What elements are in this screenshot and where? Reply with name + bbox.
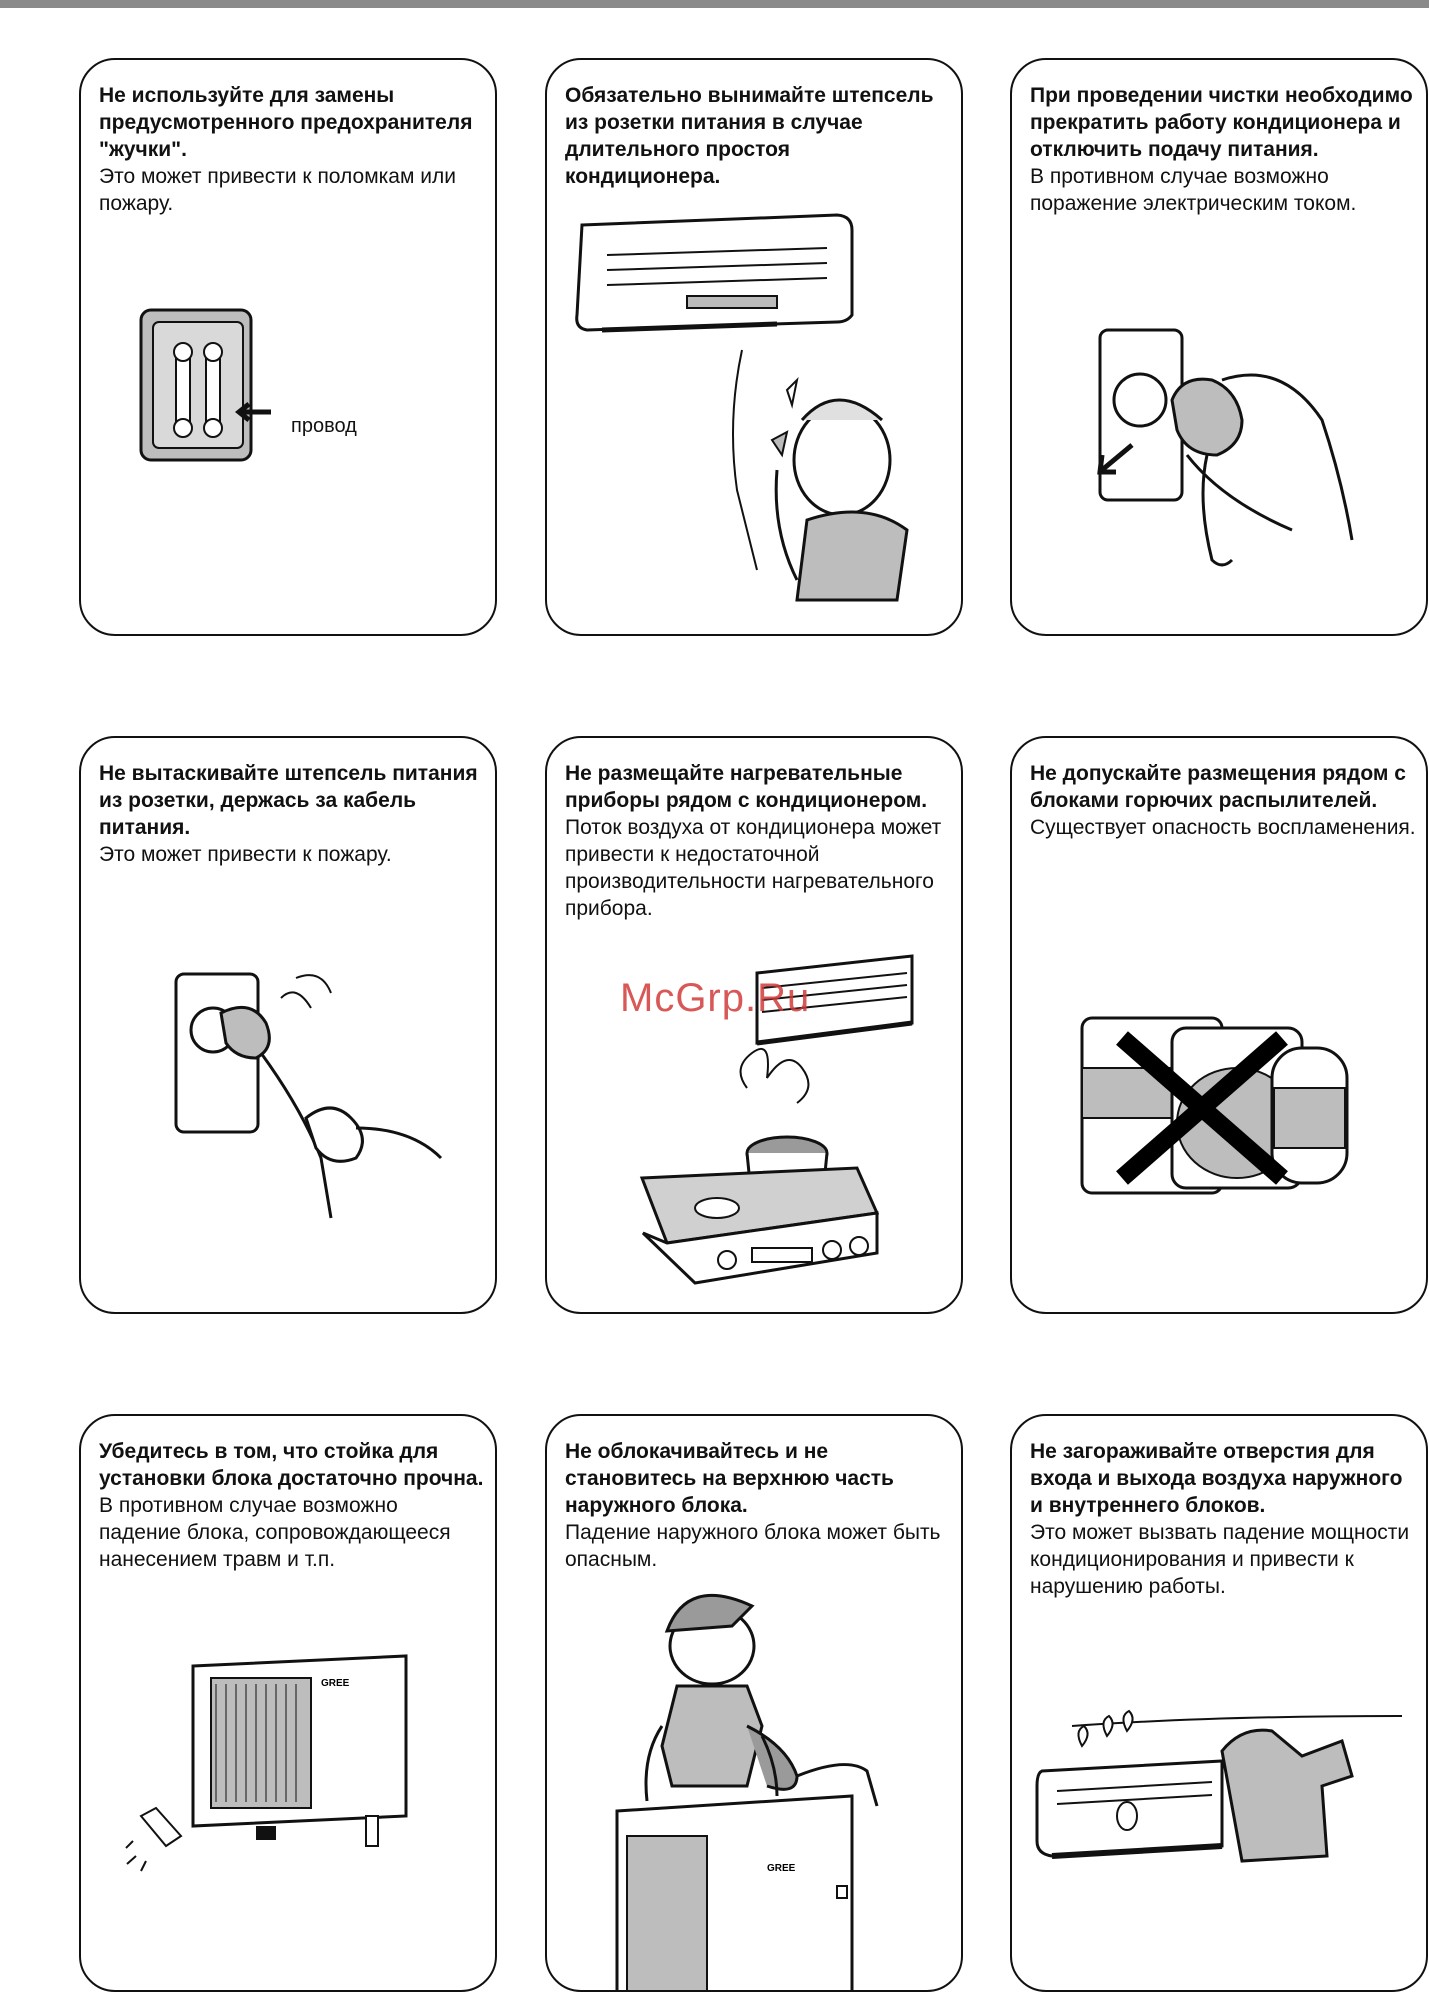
card-description: Поток воздуха от кондиционера может привести к недостаточной производительности нагревательного прибора.	[565, 816, 942, 920]
card-text	[1030, 760, 1416, 841]
card-sturdy-stand	[79, 1414, 497, 1992]
gree-logo: GREE	[321, 1678, 350, 1689]
card-description: Это может привести к пожару.	[99, 843, 392, 866]
card-text	[565, 82, 951, 190]
top-gray-bar	[0, 0, 1429, 8]
card-text	[565, 1438, 951, 1573]
card-pull-plug-cable	[79, 736, 497, 1314]
card-description: Это может привести к поломкам или пожару.	[99, 165, 456, 215]
card-title: Не вытаскивайте штепсель питания из розетки, держась за кабель питания.	[99, 762, 478, 839]
card-title: Обязательно вынимайте штепсель из розетки питания в случае длительного простоя кондиционера.	[565, 84, 934, 188]
watermark: McGrp.Ru	[620, 976, 811, 1020]
card-title: Не используйте для замены предусмотренного предохранителя "жучки".	[99, 84, 473, 161]
card-title: При проведении чистки необходимо прекратить работу кондиционера и отключить подачу питания.	[1030, 84, 1413, 161]
card-text	[99, 82, 485, 217]
card-title: Не загораживайте отверстия для входа и выхода воздуха наружного и внутреннего блоков.	[1030, 1440, 1403, 1517]
card-description: В противном случае возможно падение блока, сопровождающееся нанесением травм и т.п.	[99, 1494, 451, 1571]
card-text	[565, 760, 951, 922]
card-unplug-idle	[545, 58, 963, 636]
wire-label: провод	[291, 415, 357, 437]
card-text	[1030, 82, 1416, 217]
card-description: В противном случае возможно поражение электрическим током.	[1030, 165, 1357, 215]
card-text	[99, 1438, 485, 1573]
card-text	[99, 760, 485, 868]
card-description: Это может вызвать падение мощности кондиционирования и привести к нарушению работы.	[1030, 1521, 1410, 1598]
card-title: Убедитесь в том, что стойка для установки блока достаточно прочна.	[99, 1440, 484, 1490]
card-title: Не облокачивайтесь и не становитесь на верхнюю часть наружного блока.	[565, 1440, 894, 1517]
card-description: Существует опасность воспламенения.	[1030, 816, 1416, 839]
card-flammable-sprays	[1010, 736, 1428, 1314]
card-text	[1030, 1438, 1416, 1600]
card-do-not-climb	[545, 1414, 963, 1992]
card-description: Падение наружного блока может быть опасным.	[565, 1521, 941, 1571]
card-title: Не размещайте нагревательные приборы рядом с кондиционером.	[565, 762, 928, 812]
gree-logo: GREE	[767, 1863, 796, 1874]
card-fuse-warning	[79, 58, 497, 636]
card-title: Не допускайте размещения рядом с блоками горючих распылителей.	[1030, 762, 1406, 812]
card-do-not-block-vents	[1010, 1414, 1428, 1992]
card-cleaning-power-off	[1010, 58, 1428, 636]
card-heaters-near-ac	[545, 736, 963, 1314]
